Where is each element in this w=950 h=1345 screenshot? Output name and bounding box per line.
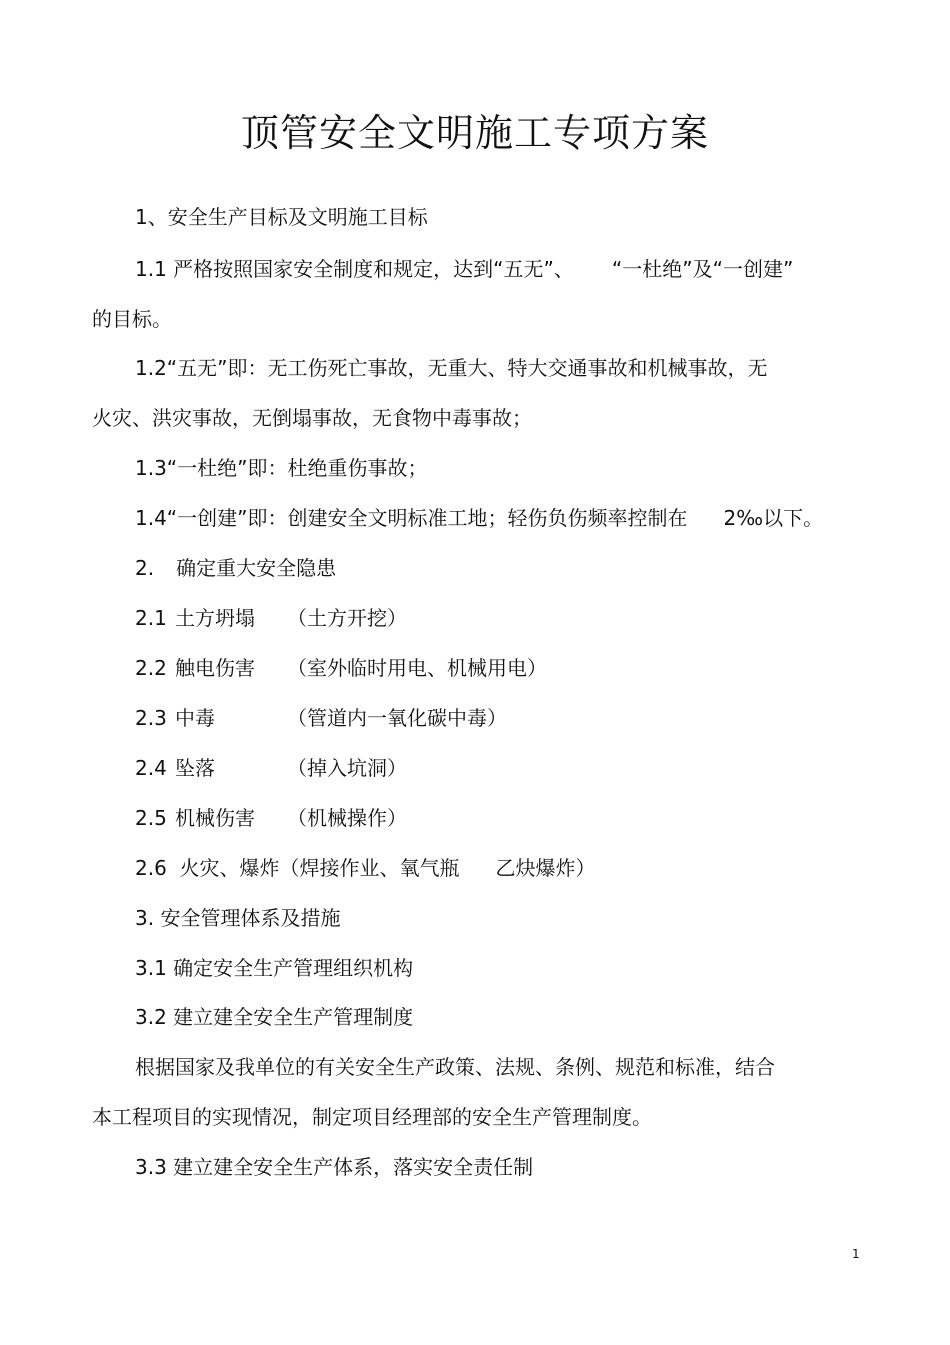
hazard-name: 触电伤害 — [175, 656, 255, 680]
paragraph-1-2-line-2: 火灾、洪灾事故，无倒塌事故，无食物中毒事故； — [92, 406, 532, 430]
hazard-name: 坠落 — [175, 756, 215, 780]
hazard-number: 2.1 — [135, 606, 167, 630]
hazard-item — [135, 654, 547, 682]
hazard-item — [135, 704, 507, 732]
hazard-item — [135, 754, 407, 782]
hazard-number: 2.2 — [135, 656, 167, 680]
hazard-detail: （掉入坑洞） — [287, 756, 407, 780]
hazard-detail: （室外临时用电、机械用电） — [287, 656, 547, 680]
paragraph-1-1-line-2: 的目标。 — [92, 307, 172, 331]
hazard-detail: （土方开挖） — [287, 606, 407, 630]
hazard-detail: （管道内一氧化碳中毒） — [287, 706, 507, 730]
hazard-number: 2.5 — [135, 806, 167, 830]
paragraph-3-1: 3.1 确定安全生产管理组织机构 — [135, 956, 414, 980]
paragraph-3-2-body-line-2: 本工程项目的实现情况，制定项目经理部的安全生产管理制度。 — [92, 1105, 652, 1129]
hazard-item — [135, 804, 407, 832]
section-2-text: 确定重大安全隐患 — [176, 556, 337, 580]
hazard-number: 2.4 — [135, 756, 167, 780]
paragraph-1-2-line-1: 1.2“五无”即：无工伤死亡事故，无重大、特大交通事故和机械事故，无 — [135, 356, 768, 380]
hazard-name: 机械伤害 — [175, 806, 255, 830]
paragraph-1-1-part-a: 1.1 严格按照国家安全制度和规定，达到“五无”、 — [135, 257, 574, 281]
hazard-detail: （机械操作） — [287, 806, 407, 830]
paragraph-3-2-body-line-1: 根据国家及我单位的有关安全生产政策、法规、条例、规范和标准，结合 — [135, 1055, 775, 1079]
paragraph-1-4 — [135, 504, 823, 532]
hazard-2-6-part-a: 2.6 火灾、爆炸（焊接作业、氧气瓶 — [135, 856, 460, 880]
paragraph-1-3: 1.3“一杜绝”即：杜绝重伤事故； — [135, 456, 428, 480]
paragraph-1-4-part-a: 1.4“一创建”即：创建安全文明标准工地；轻伤负伤频率控制在 — [135, 506, 688, 530]
page-number: 1 — [852, 1247, 860, 1261]
paragraph-1-1-line-1 — [135, 255, 793, 283]
paragraph-3-3: 3.3 建立建全安全生产体系，落实安全责任制 — [135, 1155, 534, 1179]
hazard-item — [135, 604, 407, 632]
document-title: 顶管安全文明施工专项方案 — [240, 111, 709, 155]
hazard-name: 土方坍塌 — [175, 606, 255, 630]
paragraph-3-2: 3.2 建立建全安全生产管理制度 — [135, 1005, 414, 1029]
hazard-item-2-6 — [135, 854, 596, 882]
hazard-2-6-part-b: 乙炔爆炸） — [495, 856, 596, 880]
section-2-number: 2. — [135, 556, 155, 580]
section-2-heading — [135, 554, 336, 582]
paragraph-1-4-part-b: 2‰以下。 — [723, 506, 824, 530]
section-3-heading: 3. 安全管理体系及措施 — [135, 906, 341, 930]
hazard-number: 2.3 — [135, 706, 167, 730]
section-1-heading: 1、安全生产目标及文明施工目标 — [135, 205, 428, 229]
hazard-name: 中毒 — [175, 706, 215, 730]
paragraph-1-1-part-b: “一杜绝”及“一创建” — [611, 257, 794, 281]
